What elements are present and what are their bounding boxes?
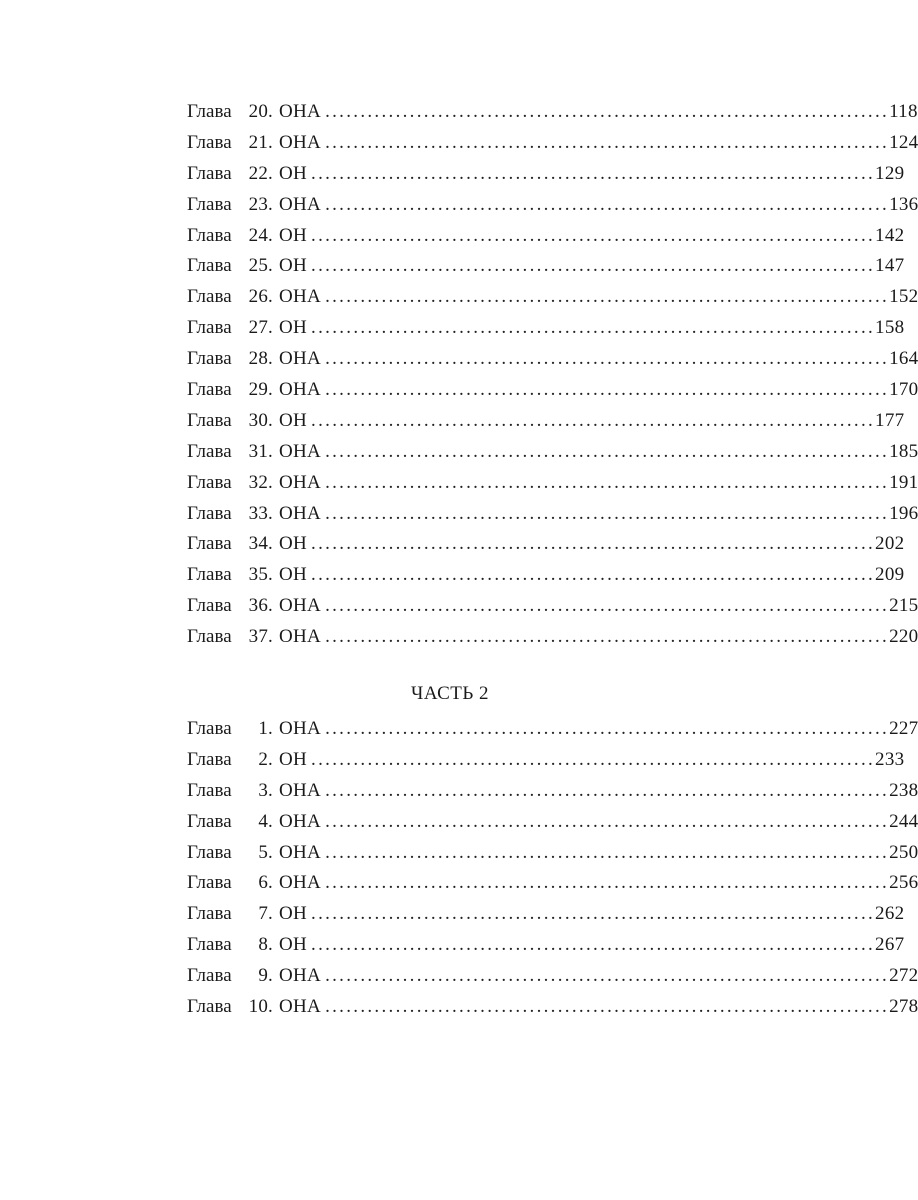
chapter-word: Глава xyxy=(187,409,232,431)
chapter-word: Глава xyxy=(187,348,232,370)
table-of-contents-part-1 xyxy=(187,97,918,653)
chapter-title: ОНА xyxy=(279,131,322,153)
page-number: 215 xyxy=(889,595,918,617)
chapter-number: 35. xyxy=(248,564,273,586)
dot-leader: ................................................................................ xyxy=(311,903,876,925)
toc-entry xyxy=(187,499,918,530)
chapter-title: ОНА xyxy=(279,626,322,648)
chapter-word: Глава xyxy=(187,471,232,493)
chapter-word: Глава xyxy=(187,286,232,308)
page-number: 170 xyxy=(889,379,918,401)
page-number: 191 xyxy=(889,471,918,493)
toc-entry xyxy=(187,560,905,591)
chapter-title: ОН xyxy=(279,162,308,184)
chapter-word: Глава xyxy=(187,595,232,617)
page-number: 202 xyxy=(875,533,905,555)
chapter-word: Глава xyxy=(187,841,232,863)
toc-entry xyxy=(187,961,918,992)
toc-entry xyxy=(187,375,918,406)
toc-entry xyxy=(187,190,918,221)
chapter-number: 9. xyxy=(258,965,273,987)
chapter-title: ОНА xyxy=(279,440,322,462)
dot-leader: ................................................................................ xyxy=(325,595,890,617)
chapter-word: Глава xyxy=(187,224,232,246)
chapter-number: 29. xyxy=(248,379,273,401)
toc-entry xyxy=(187,807,918,838)
chapter-number: 23. xyxy=(248,193,273,215)
toc-entry xyxy=(187,468,918,499)
toc-entry xyxy=(187,838,918,869)
chapter-word: Глава xyxy=(187,131,232,153)
chapter-title: ОН xyxy=(279,934,308,956)
page-number: 124 xyxy=(889,131,918,153)
dot-leader: ................................................................................ xyxy=(325,193,890,215)
dot-leader: ................................................................................ xyxy=(325,131,890,153)
chapter-number: 8. xyxy=(258,934,273,956)
chapter-word: Глава xyxy=(187,255,232,277)
table-of-contents-part-2 xyxy=(187,714,918,1023)
chapter-word: Глава xyxy=(187,872,232,894)
dot-leader: ................................................................................ xyxy=(325,965,890,987)
page-number: 227 xyxy=(889,718,918,739)
dot-leader: ................................................................................ xyxy=(311,162,876,184)
chapter-title: ОНА xyxy=(279,193,322,215)
dot-leader: ................................................................................ xyxy=(325,101,890,122)
dot-leader: ................................................................................ xyxy=(311,409,876,431)
chapter-number: 34. xyxy=(248,533,273,555)
page-number: 272 xyxy=(889,965,918,987)
chapter-word: Глава xyxy=(187,379,232,401)
chapter-number: 36. xyxy=(248,595,273,617)
chapter-number: 10. xyxy=(248,996,273,1018)
chapter-word: Глава xyxy=(187,502,232,524)
toc-entry xyxy=(187,992,918,1023)
chapter-word: Глава xyxy=(187,533,232,555)
dot-leader: ................................................................................ xyxy=(325,440,890,462)
chapter-title: ОН xyxy=(279,748,308,770)
toc-entry xyxy=(187,128,918,159)
chapter-title: ОНА xyxy=(279,286,322,308)
toc-entry xyxy=(187,714,918,745)
chapter-word: Глава xyxy=(187,101,232,122)
chapter-word: Глава xyxy=(187,718,232,739)
page-number: 250 xyxy=(889,841,918,863)
toc-entry xyxy=(187,899,905,930)
dot-leader: ................................................................................ xyxy=(325,626,890,648)
chapter-word: Глава xyxy=(187,779,232,801)
dot-leader: ................................................................................ xyxy=(325,996,890,1018)
dot-leader: ................................................................................ xyxy=(325,810,890,832)
chapter-title: ОНА xyxy=(279,595,322,617)
chapter-title: ОНА xyxy=(279,379,322,401)
dot-leader: ................................................................................ xyxy=(311,934,876,956)
chapter-title: ОН xyxy=(279,533,308,555)
dot-leader: ................................................................................ xyxy=(325,471,890,493)
chapter-number: 2. xyxy=(258,748,273,770)
page-number: 262 xyxy=(875,903,905,925)
toc-entry xyxy=(187,282,918,313)
chapter-number: 25. xyxy=(248,255,273,277)
dot-leader: ................................................................................ xyxy=(325,286,890,308)
dot-leader: ................................................................................ xyxy=(311,564,876,586)
page-number: 244 xyxy=(889,810,918,832)
chapter-title: ОНА xyxy=(279,779,322,801)
chapter-title: ОНА xyxy=(279,471,322,493)
chapter-word: Глава xyxy=(187,996,232,1018)
page-number: 196 xyxy=(889,502,918,524)
chapter-word: Глава xyxy=(187,934,232,956)
toc-entry xyxy=(187,344,918,375)
chapter-title: ОНА xyxy=(279,996,322,1018)
chapter-number: 4. xyxy=(258,810,273,832)
chapter-title: ОНА xyxy=(279,718,322,739)
toc-entry xyxy=(187,622,918,653)
dot-leader: ................................................................................ xyxy=(325,779,890,801)
toc-entry xyxy=(187,529,905,560)
chapter-number: 24. xyxy=(248,224,273,246)
chapter-number: 26. xyxy=(248,286,273,308)
toc-entry xyxy=(187,745,905,776)
chapter-word: Глава xyxy=(187,903,232,925)
page-number: 256 xyxy=(889,872,918,894)
chapter-title: ОН xyxy=(279,317,308,339)
chapter-number: 32. xyxy=(248,471,273,493)
page-number: 267 xyxy=(875,934,905,956)
toc-entry xyxy=(187,251,905,282)
dot-leader: ................................................................................ xyxy=(311,317,876,339)
chapter-title: ОНА xyxy=(279,872,322,894)
chapter-title: ОНА xyxy=(279,502,322,524)
toc-entry xyxy=(187,930,905,961)
toc-entry xyxy=(187,868,918,899)
chapter-word: Глава xyxy=(187,564,232,586)
chapter-number: 1. xyxy=(258,718,273,739)
chapter-title: ОН xyxy=(279,409,308,431)
chapter-title: ОН xyxy=(279,903,308,925)
chapter-number: 6. xyxy=(258,872,273,894)
chapter-word: Глава xyxy=(187,317,232,339)
chapter-title: ОН xyxy=(279,224,308,246)
dot-leader: ................................................................................ xyxy=(325,718,890,739)
chapter-title: ОНА xyxy=(279,810,322,832)
chapter-word: Глава xyxy=(187,810,232,832)
chapter-title: ОНА xyxy=(279,348,322,370)
chapter-word: Глава xyxy=(187,162,232,184)
chapter-number: 21. xyxy=(248,131,273,153)
chapter-number: 3. xyxy=(258,779,273,801)
chapter-title: ОН xyxy=(279,564,308,586)
dot-leader: ................................................................................ xyxy=(325,348,890,370)
toc-entry xyxy=(187,313,905,344)
page-number: 147 xyxy=(875,255,905,277)
chapter-word: Глава xyxy=(187,193,232,215)
page-number: 278 xyxy=(889,996,918,1018)
chapter-title: ОНА xyxy=(279,841,322,863)
toc-entry xyxy=(187,776,918,807)
toc-entry xyxy=(187,97,918,128)
page-number: 158 xyxy=(875,317,905,339)
toc-entry xyxy=(187,437,918,468)
page-number: 233 xyxy=(875,748,905,770)
chapter-number: 20. xyxy=(248,101,273,122)
toc-entry xyxy=(187,406,905,437)
dot-leader: ................................................................................ xyxy=(325,872,890,894)
chapter-number: 27. xyxy=(248,317,273,339)
page-number: 177 xyxy=(875,409,905,431)
dot-leader: ................................................................................ xyxy=(311,224,876,246)
chapter-number: 37. xyxy=(248,626,273,648)
dot-leader: ................................................................................ xyxy=(311,533,876,555)
dot-leader: ................................................................................ xyxy=(325,841,890,863)
chapter-number: 33. xyxy=(248,502,273,524)
chapter-word: Глава xyxy=(187,965,232,987)
toc-entry xyxy=(187,159,905,190)
chapter-word: Глава xyxy=(187,626,232,648)
page-number: 142 xyxy=(875,224,905,246)
page-number: 136 xyxy=(889,193,918,215)
page-number: 152 xyxy=(889,286,918,308)
dot-leader: ................................................................................ xyxy=(325,379,890,401)
chapter-number: 31. xyxy=(248,440,273,462)
chapter-word: Глава xyxy=(187,748,232,770)
dot-leader: ................................................................................ xyxy=(325,502,890,524)
page-number: 209 xyxy=(875,564,905,586)
chapter-number: 22. xyxy=(248,162,273,184)
toc-entry xyxy=(187,221,905,252)
chapter-title: ОНА xyxy=(279,965,322,987)
dot-leader: ................................................................................ xyxy=(311,748,876,770)
chapter-number: 7. xyxy=(258,903,273,925)
page-number: 185 xyxy=(889,440,918,462)
chapter-number: 5. xyxy=(258,841,273,863)
page-number: 129 xyxy=(875,162,905,184)
page-number: 164 xyxy=(889,348,918,370)
dot-leader: ................................................................................ xyxy=(311,255,876,277)
toc-entry xyxy=(187,591,918,622)
page-number: 118 xyxy=(889,101,918,122)
chapter-title: ОН xyxy=(279,255,308,277)
chapter-number: 28. xyxy=(248,348,273,370)
page-number: 238 xyxy=(889,779,918,801)
part-heading: ЧАСТЬ 2 xyxy=(410,683,490,704)
chapter-title: ОНА xyxy=(279,101,322,122)
page-number: 220 xyxy=(889,626,918,648)
chapter-word: Глава xyxy=(187,440,232,462)
chapter-number: 30. xyxy=(248,409,273,431)
